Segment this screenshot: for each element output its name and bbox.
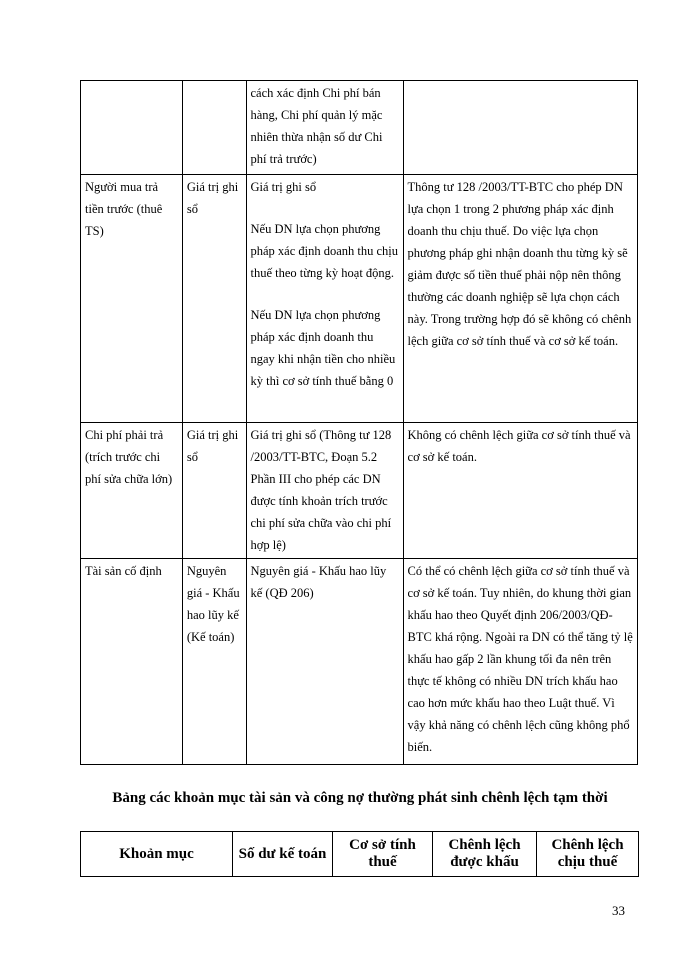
cell-tax-basis bbox=[246, 423, 403, 559]
section-heading: Bảng các khoản mục tài sản và công nợ thường phát sinh chênh lệch tạm thời bbox=[112, 790, 608, 806]
tax-basis-text: Giá trị ghi sổ bbox=[250, 180, 317, 194]
table-row bbox=[81, 81, 638, 175]
table-header-row bbox=[81, 832, 639, 877]
table-row bbox=[81, 559, 638, 765]
tax-basis-text: cách xác định Chi phí bán hàng, Chi phí quản lý mặc nhiên thừa nhận số dư Chi phí trả trước) bbox=[250, 86, 383, 166]
page-number: 33 bbox=[612, 903, 625, 918]
comparison-table bbox=[80, 80, 638, 765]
cell-tax-basis bbox=[246, 559, 403, 765]
cell-item: Chi phí phải trả (trích trước chi phí sửa chữa lớn) bbox=[81, 423, 183, 559]
cell-item bbox=[81, 81, 183, 175]
cell-note: Thông tư 128 /2003/TT-BTC cho phép DN lựa chọn 1 trong 2 phương pháp xác định doanh thu chịu thuế. Do việc lựa chọn phương pháp ghi nhận doanh thu từng kỳ sẽ giảm được số tiền thuế phải nộp nên thông thường các doanh nghiệp sẽ lựa chọn cách này. Trong trường hợp đó sẽ không có chênh lệch giữa cơ sở tính thuế và cơ sở kế toán. bbox=[403, 175, 637, 423]
tax-basis-text: Nếu DN lựa chọn phương pháp xác định doanh thu chịu thuế theo từng kỳ hoạt động. bbox=[250, 222, 399, 280]
cell-item: Tài sản cố định bbox=[81, 559, 183, 765]
table-row bbox=[81, 423, 638, 559]
header-taxable-difference: Chênh lệch chịu thuế bbox=[537, 832, 639, 877]
cell-note bbox=[403, 81, 637, 175]
tax-basis-text: Nếu DN lựa chọn phương pháp xác định doanh thu ngay khi nhận tiền cho nhiều kỳ thì cơ sở tính thuế bằng 0 bbox=[250, 308, 396, 388]
cell-accounting-basis: Giá trị ghi sổ bbox=[182, 175, 246, 423]
table-row bbox=[81, 175, 638, 423]
cell-note: Không có chênh lệch giữa cơ sở tính thuế và cơ sở kế toán. bbox=[403, 423, 637, 559]
tax-basis-text: Giá trị ghi sổ (Thông tư 128 /2003/TT-BTC, Đoạn 5.2 Phần III cho phép các DN được tính khoản trích trước chi phí sửa chữa vào chi phí hợp lệ) bbox=[250, 428, 392, 552]
cell-accounting-basis bbox=[182, 81, 246, 175]
cell-accounting-basis: Nguyên giá - Khấu hao lũy kế (Kế toán) bbox=[182, 559, 246, 765]
cell-note: Có thể có chênh lệch giữa cơ sở tính thuế và cơ sở kế toán. Tuy nhiên, do khung thời gian khấu hao theo Quyết định 206/2003/QĐ-BTC khá rộng. Ngoài ra DN có thể tăng tỷ lệ khấu hao gấp 2 lần khung tối đa nên trên thực tế không có nhiều DN trích khấu hao cao hơn mức khấu hao theo Luật thuế. Vì vậy khả năng có chênh lệch cũng không phổ biến. bbox=[403, 559, 637, 765]
header-tax-basis: Cơ sở tính thuế bbox=[333, 832, 433, 877]
temporary-differences-table bbox=[80, 831, 639, 877]
cell-accounting-basis: Giá trị ghi sổ bbox=[182, 423, 246, 559]
tax-basis-text: Nguyên giá - Khấu hao lũy kế (QĐ 206) bbox=[250, 564, 387, 600]
header-item: Khoản mục bbox=[81, 832, 233, 877]
header-deductible-difference: Chênh lệch được khấu bbox=[433, 832, 537, 877]
cell-tax-basis bbox=[246, 175, 403, 423]
header-accounting-balance: Số dư kế toán bbox=[233, 832, 333, 877]
cell-tax-basis bbox=[246, 81, 403, 175]
cell-item: Người mua trả tiền trước (thuê TS) bbox=[81, 175, 183, 423]
